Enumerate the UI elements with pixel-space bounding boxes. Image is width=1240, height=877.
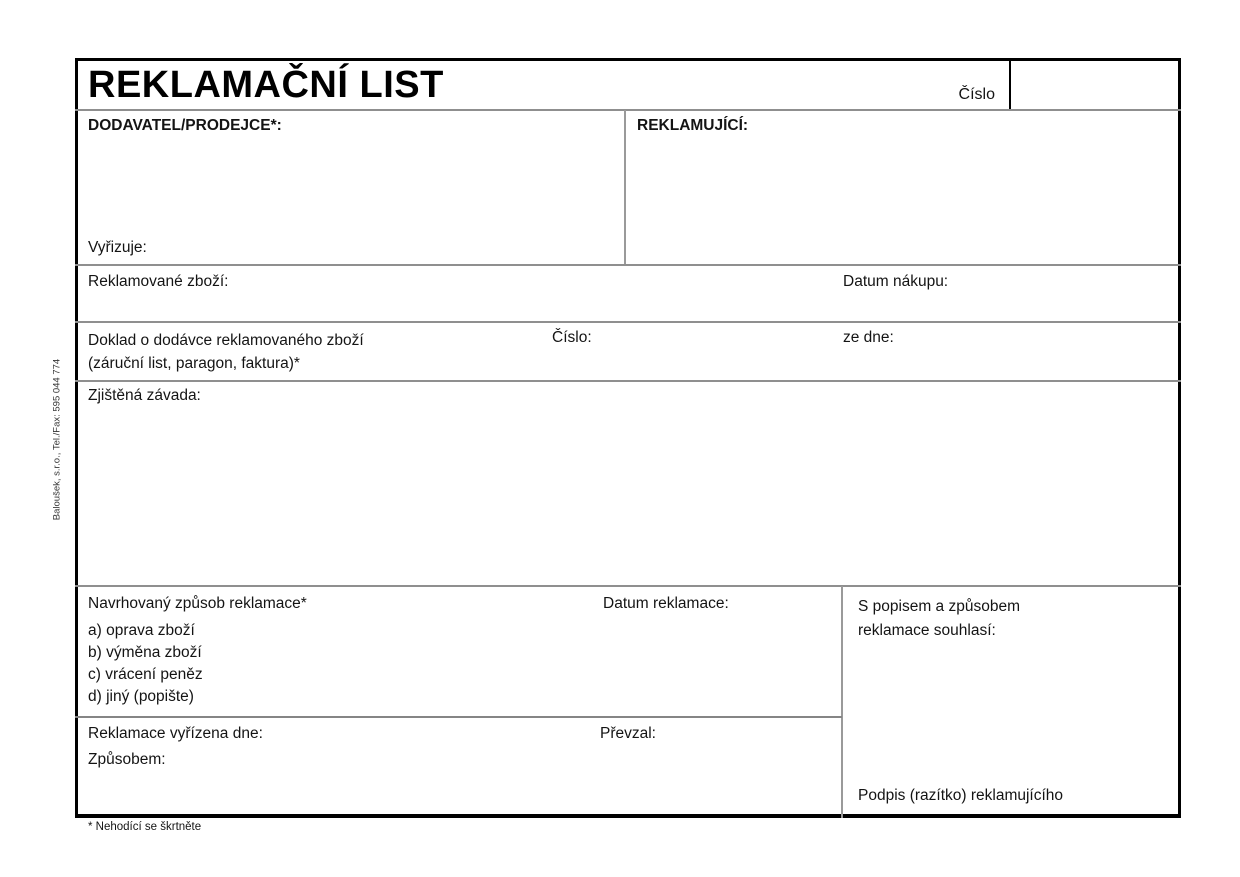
row-line-2 — [75, 321, 1181, 323]
document-date-label: ze dne: — [843, 329, 894, 346]
signature-label: Podpis (razítko) reklamujícího — [858, 787, 1064, 804]
agreement-column-divider — [841, 586, 843, 818]
printer-imprint: Baloušek, s.r.o., Tel./Fax: 595 044 774 — [51, 358, 63, 521]
defect-label: Zjištěná závada: — [88, 387, 201, 404]
row-line-5 — [75, 716, 842, 718]
resolution-option-b: b) výměna zboží — [88, 644, 202, 661]
agreement-label-line1: S popisem a způsobem — [858, 598, 1020, 615]
resolution-option-a: a) oprava zboží — [88, 622, 195, 639]
header-separator-line — [75, 109, 1181, 111]
delivery-document-label-line2: (záruční list, paragon, faktura)* — [88, 355, 300, 372]
handled-by-label: Vyřizuje: — [88, 239, 147, 256]
resolution-options — [88, 620, 203, 708]
agreement-label-line2: reklamace souhlasí: — [858, 622, 996, 639]
supplier-claimant-divider — [624, 110, 626, 266]
received-by-label: Převzal: — [600, 725, 656, 742]
claimant-label: REKLAMUJÍCÍ: — [637, 117, 749, 134]
document-number-label: Číslo: — [552, 329, 592, 346]
resolved-date-label: Reklamace vyřízena dne: — [88, 725, 263, 742]
form-title: REKLAMAČNÍ LIST — [88, 64, 444, 106]
form-outer-border — [75, 58, 1181, 818]
claim-date-label: Datum reklamace: — [603, 595, 729, 612]
supplier-label: DODAVATEL/PRODEJCE*: — [88, 117, 282, 134]
delivery-document-label-line1: Doklad o dodávce reklamovaného zboží — [88, 332, 364, 349]
row-line-3 — [75, 380, 1181, 382]
method-label: Způsobem: — [88, 751, 166, 768]
row-line-4 — [75, 585, 1181, 587]
proposed-method-label: Navrhovaný způsob reklamace* — [88, 595, 307, 612]
number-box-divider — [1009, 58, 1011, 110]
form-number-label: Číslo — [958, 86, 995, 103]
claimed-goods-label: Reklamované zboží: — [88, 273, 229, 290]
delivery-document-label — [88, 329, 364, 375]
purchase-date-label: Datum nákupu: — [843, 273, 949, 290]
resolution-option-c: c) vrácení peněz — [88, 666, 203, 683]
footnote: * Nehodící se škrtněte — [88, 821, 202, 833]
resolution-option-d: d) jiný (popište) — [88, 688, 194, 705]
agreement-label — [858, 595, 1020, 643]
row-line-1 — [75, 264, 1181, 266]
